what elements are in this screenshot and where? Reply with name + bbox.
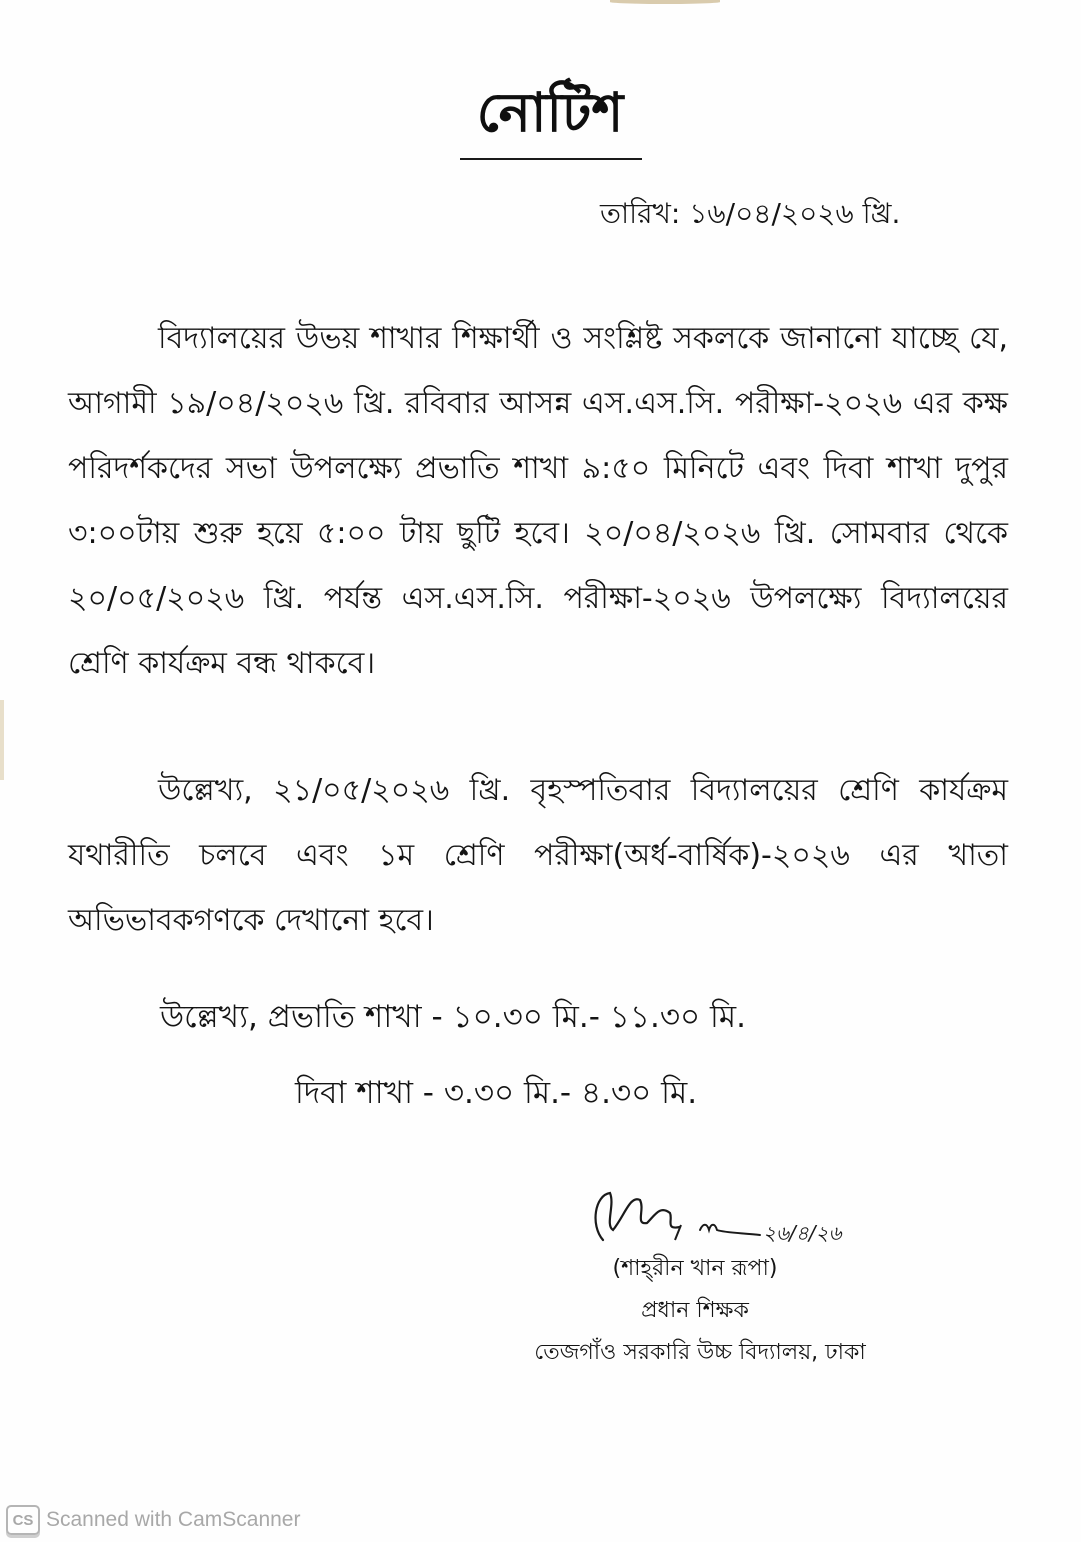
notice-paragraph-1: বিদ্যালয়ের উভয় শাখার শিক্ষার্থী ও সংশ্লিষ্ট সকলকে জানানো যাচ্ছে যে, আগামী ১৯/০৪/২০২৬ খ্রি. রবিবার আসন্ন এস.এস.সি. পরীক্ষা-২০২৬ এর কক্ষ পরিদর্শকদের সভা উপলক্ষ্যে প্রভাতি শাখা ৯:৫০ মিনিটে এবং দিবা শাখা দুপুর ৩:০০টায় শুরু হয়ে ৫:০০ টায় ছুটি হবে। ২০/০৪/২০২৬ খ্রি. সোমবার থেকে ২০/০৫/২০২৬ খ্রি. পর্যন্ত এস.এস.সি. পরীক্ষা-২০২৬ উপলক্ষ্যে বিদ্যালয়ের শ্রেণি কার্যক্রম বন্ধ থাকবে। [68,321,1008,681]
signatory-name: (শাহ্‌রীন খান রূপা) [612,1256,778,1281]
title-underline [460,158,642,160]
watermark-text: Scanned with CamScanner [46,1508,301,1531]
svg-text:২৬/৪/২৬: ২৬/৪/২৬ [763,1221,842,1245]
signatory-designation: প্রধান শিক্ষক [641,1298,749,1323]
handwritten-signature-icon [585,1185,875,1255]
morning-shift-timing: উল্লেখ্য, প্রভাতি শাখা - ১০.৩০ মি.- ১১.৩০ মি. [160,999,746,1035]
notice-title: নোটিশ [476,81,624,144]
camscanner-logo-icon: CS [6,1505,40,1535]
institution-name: তেজগাঁও সরকারি উচ্চ বিদ্যালয়, ঢাকা [534,1340,866,1365]
signatory-block [500,1248,890,1374]
paper-edge-top [610,0,720,4]
day-shift-timing: দিবা শাখা - ৩.৩০ মি.- ৪.৩০ মি. [295,1075,698,1111]
paper-edge-left [0,700,4,780]
notice-date: তারিখ: ১৬/০৪/২০২৬ খ্রি. [600,197,901,230]
camscanner-watermark [6,1505,300,1535]
notice-paragraph-2: উল্লেখ্য, ২১/০৫/২০২৬ খ্রি. বৃহস্পতিবার বিদ্যালয়ের শ্রেণি কার্যক্রম যথারীতি চলবে এবং ১ম শ্রেণি পরীক্ষা(অর্ধ-বার্ষিক)-২০২৬ এর খাতা অভিভাবকগণকে দেখানো হবে। [68,773,1008,938]
